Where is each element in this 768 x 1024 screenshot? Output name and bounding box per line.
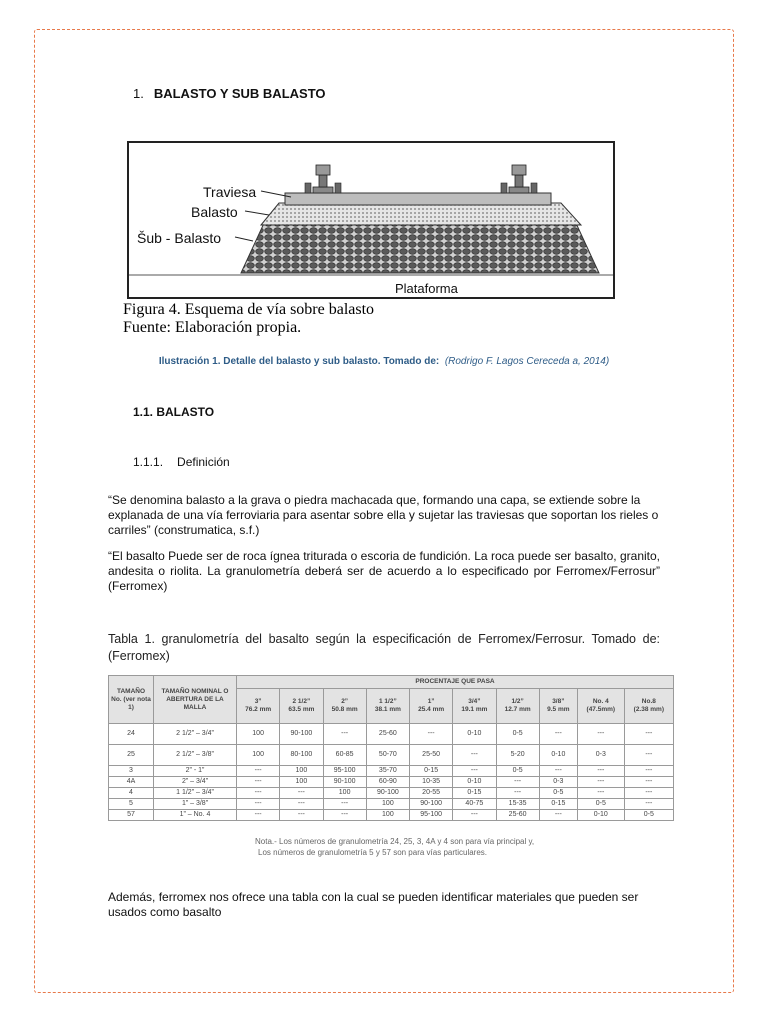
cell-percent: 90-100 bbox=[410, 799, 453, 810]
rail-right bbox=[501, 165, 537, 193]
cell-nominal: 1” – No. 4 bbox=[154, 810, 237, 821]
cell-percent: --- bbox=[410, 724, 453, 745]
cell-percent: 90-100 bbox=[323, 777, 366, 788]
basalt-paragraph: “El basalto Puede ser de roca ígnea triturada o escoria de fundición. La roca puede ser basalto, granito, andesita o riolita. La granulometría deberá ser de acuerdo a lo especificado por Ferromex/Ferrosur” (Ferromex) bbox=[108, 549, 660, 593]
cell-percent: --- bbox=[237, 799, 280, 810]
section-heading-1-1-1: 1.1.1. Definición bbox=[133, 455, 230, 469]
col-header-group: PROCENTAJE QUE PASA bbox=[237, 676, 674, 689]
label-balasto: Balasto bbox=[191, 204, 238, 220]
cell-percent: 15-35 bbox=[496, 799, 539, 810]
cell-percent: --- bbox=[237, 777, 280, 788]
cell-percent: --- bbox=[624, 766, 673, 777]
table-row bbox=[109, 724, 674, 745]
cell-percent: 100 bbox=[366, 799, 409, 810]
cell-nominal: 1” – 3/8” bbox=[154, 799, 237, 810]
label-traviesa: Traviesa bbox=[203, 184, 257, 200]
figure-caption: Figura 4. Esquema de vía sobre balasto Fuente: Elaboración propia. bbox=[123, 301, 375, 336]
track-ballast-diagram bbox=[127, 141, 615, 299]
cell-percent: 0-15 bbox=[539, 799, 577, 810]
cell-percent: 0-3 bbox=[577, 745, 624, 766]
cell-percent: 95-100 bbox=[323, 766, 366, 777]
cell-percent: 100 bbox=[366, 810, 409, 821]
label-plataforma: Plataforma bbox=[395, 281, 458, 296]
cell-percent: --- bbox=[624, 788, 673, 799]
cell-percent: --- bbox=[539, 810, 577, 821]
cell-percent: --- bbox=[539, 766, 577, 777]
cell-percent: 100 bbox=[280, 766, 323, 777]
cell-percent: --- bbox=[496, 788, 539, 799]
table-row bbox=[109, 799, 674, 810]
cell-percent: 60-85 bbox=[323, 745, 366, 766]
cell-percent: --- bbox=[577, 788, 624, 799]
cell-nominal: 2 1/2” – 3/8” bbox=[154, 745, 237, 766]
cell-percent: 0-10 bbox=[539, 745, 577, 766]
cell-percent: --- bbox=[280, 810, 323, 821]
cell-percent: 0-5 bbox=[577, 799, 624, 810]
sub-ballast-layer bbox=[241, 221, 599, 273]
cell-nominal: 2” - 1” bbox=[154, 766, 237, 777]
table-row bbox=[109, 810, 674, 821]
sieve-header: 3/8” 9.5 mm bbox=[539, 689, 577, 724]
cell-nominal: 1 1/2” – 3/4” bbox=[154, 788, 237, 799]
cell-percent: 80-100 bbox=[280, 745, 323, 766]
cell-percent: --- bbox=[323, 724, 366, 745]
cell-percent: 0-10 bbox=[453, 777, 496, 788]
table-row bbox=[109, 777, 674, 788]
cell-percent: --- bbox=[624, 777, 673, 788]
cell-percent: 0-15 bbox=[410, 766, 453, 777]
cell-percent: 10-35 bbox=[410, 777, 453, 788]
cell-percent: --- bbox=[323, 810, 366, 821]
sieve-header: 3/4” 19.1 mm bbox=[453, 689, 496, 724]
cell-percent: 25-60 bbox=[496, 810, 539, 821]
cell-percent: 90-100 bbox=[280, 724, 323, 745]
cell-percent: 0-10 bbox=[577, 810, 624, 821]
sleeper bbox=[285, 193, 551, 205]
cell-percent: 20-55 bbox=[410, 788, 453, 799]
illustration-caption: Ilustración 1. Detalle del balasto y sub balasto. Tomado de: (Rodrigo F. Lagos Cereceda a, 2014) bbox=[158, 356, 610, 367]
sieve-header: No. 4 (47.5mm) bbox=[577, 689, 624, 724]
ballast-layer bbox=[261, 203, 581, 225]
table-row bbox=[109, 788, 674, 799]
cell-percent: --- bbox=[237, 810, 280, 821]
cell-size: 25 bbox=[109, 745, 154, 766]
rail-left bbox=[305, 165, 341, 193]
sieve-header: 1/2” 12.7 mm bbox=[496, 689, 539, 724]
cell-percent: 0-5 bbox=[539, 788, 577, 799]
cell-percent: --- bbox=[453, 810, 496, 821]
cell-percent: 0-5 bbox=[624, 810, 673, 821]
cell-percent: 95-100 bbox=[410, 810, 453, 821]
cell-percent: 0-5 bbox=[496, 724, 539, 745]
cell-size: 4A bbox=[109, 777, 154, 788]
sieve-header: 2” 50.8 mm bbox=[323, 689, 366, 724]
col-header-tamano: TAMAÑO No. (ver nota 1) bbox=[109, 676, 154, 724]
cell-percent: --- bbox=[453, 745, 496, 766]
sieve-header: 1 1/2” 38.1 mm bbox=[366, 689, 409, 724]
cell-percent: 0-3 bbox=[539, 777, 577, 788]
cell-nominal: 2 1/2” – 3/4” bbox=[154, 724, 237, 745]
cell-size: 24 bbox=[109, 724, 154, 745]
table-row bbox=[109, 766, 674, 777]
cell-percent: 25-50 bbox=[410, 745, 453, 766]
cell-percent: --- bbox=[624, 799, 673, 810]
cell-size: 57 bbox=[109, 810, 154, 821]
cell-percent: --- bbox=[453, 766, 496, 777]
sieve-header: No.8 (2.38 mm) bbox=[624, 689, 673, 724]
cell-percent: --- bbox=[624, 724, 673, 745]
cell-percent: --- bbox=[323, 799, 366, 810]
table-row bbox=[109, 745, 674, 766]
cell-percent: --- bbox=[496, 777, 539, 788]
cell-percent: --- bbox=[237, 788, 280, 799]
cell-percent: 60-90 bbox=[366, 777, 409, 788]
cell-percent: --- bbox=[577, 777, 624, 788]
col-header-nominal: TAMAÑO NOMINAL O ABERTURA DE LA MALLA bbox=[154, 676, 237, 724]
ballast-cross-section-svg bbox=[129, 143, 613, 297]
cell-percent: --- bbox=[577, 724, 624, 745]
cell-percent: 5-20 bbox=[496, 745, 539, 766]
closing-paragraph: Además, ferromex nos ofrece una tabla con la cual se pueden identificar materiales que pueden ser usados como basalto bbox=[108, 890, 639, 919]
cell-percent: 35-70 bbox=[366, 766, 409, 777]
cell-percent: 50-70 bbox=[366, 745, 409, 766]
cell-nominal: 2” – 3/4” bbox=[154, 777, 237, 788]
cell-percent: 0-15 bbox=[453, 788, 496, 799]
sieve-header: 2 1/2” 63.5 mm bbox=[280, 689, 323, 724]
cell-percent: 90-100 bbox=[366, 788, 409, 799]
definition-paragraph: “Se denomina balasto a la grava o piedra machacada que, formando una capa, se extiende sobre la explanada de una vía ferroviaria para asentar sobre ella y sujetar las traviesas que soportan los rieles o carriles” (construmatica, s.f.) bbox=[108, 493, 659, 537]
cell-size: 3 bbox=[109, 766, 154, 777]
cell-percent: 100 bbox=[237, 745, 280, 766]
section-heading-1: 1. BALASTO Y SUB BALASTO bbox=[133, 86, 326, 101]
cell-percent: 0-10 bbox=[453, 724, 496, 745]
cell-percent: 0-5 bbox=[496, 766, 539, 777]
cell-percent: --- bbox=[280, 799, 323, 810]
section-heading-1-1: 1.1. BALASTO bbox=[133, 405, 215, 419]
cell-percent: 40-75 bbox=[453, 799, 496, 810]
sieve-header: 1” 25.4 mm bbox=[410, 689, 453, 724]
table-caption: Tabla 1. granulometría del basalto según la especificación de Ferromex/Ferrosur. Tomado de: (Ferromex) bbox=[108, 632, 660, 663]
cell-percent: --- bbox=[624, 745, 673, 766]
label-sub-balasto: Šub - Balasto bbox=[137, 230, 222, 246]
cell-percent: --- bbox=[539, 724, 577, 745]
cell-size: 4 bbox=[109, 788, 154, 799]
cell-size: 5 bbox=[109, 799, 154, 810]
cell-percent: 100 bbox=[323, 788, 366, 799]
granulometry-table bbox=[108, 675, 674, 821]
sieve-header: 3” 76.2 mm bbox=[237, 689, 280, 724]
cell-percent: --- bbox=[577, 766, 624, 777]
cell-percent: 25-60 bbox=[366, 724, 409, 745]
cell-percent: --- bbox=[237, 766, 280, 777]
cell-percent: 100 bbox=[237, 724, 280, 745]
cell-percent: --- bbox=[280, 788, 323, 799]
table-note: Nota.- Los números de granulometría 24, 25, 3, 4A y 4 son para vía principal y, Los números de granulometría 5 y 57 son para vías particulares. bbox=[255, 837, 535, 857]
cell-percent: 100 bbox=[280, 777, 323, 788]
